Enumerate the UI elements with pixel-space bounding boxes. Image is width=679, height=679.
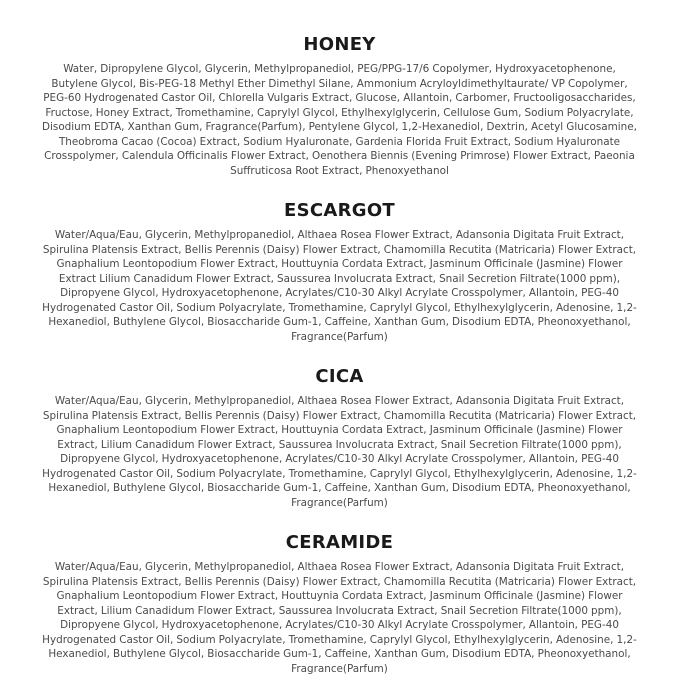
ingredients-list-cica: Water/Aqua/Eau, Glycerin, Methylpropanediol, Althaea Rosea Flower Extract, Adansonia Digitata Fruit Extract, Spirulina Platensis Extract, Bellis Perennis (Daisy) Flower Extract, Chamomilla Recutita (Matricaria) Flower Extract, Gnaphalium Leontopodium Flower Extract, Houttuynia Cordata Extract, Jasminum Officinale (Jasmine) Flower Extract, Lilium Canadidum Flower Extract, Saussurea Involucrata Extract, Snail Secretion Filtrate(1000 ppm), Dipropyene Glycol, Hydroxyacetophenone, Acrylates/C10-30 Alkyl Acrylate Crosspolymer, Allantoin, PEG-40 Hydrogenated Castor Oil, Sodium Polyacrylate, Tromethamine, Caprylyl Glycol, Ethylhexylglycerin, Adenosine, 1,2-Hexanediol, Buthylene Glycol, Biosaccharide Gum-1, Caffeine, Xanthan Gum, Disodium EDTA, Pheonoxyethanol, Fragrance(Parfum)	[42, 395, 637, 509]
ingredients-list-honey: Water, Dipropylene Glycol, Glycerin, Methylpropanediol, PEG/PPG-17/6 Copolymer, Hydroxyacetophenone, Butylene Glycol, Bis-PEG-18 Methyl Ether Dimethyl Silane, Ammonium Acryloyldimethyltaurate/ VP Copolymer, PEG-60 Hydrogenated Castor Oil, Chlorella Vulgaris Extract, Glucose, Allantoin, Carbomer, Fructooligosaccharides, Fructose, Honey Extract, Tromethamine, Caprylyl Glycol, Ethylhexylglycerin, Cellulose Gum, Sodium Polyacrylate, Disodium EDTA, Xanthan Gum, Fragrance(Parfum), Pentylene Glycol, 1,2-Hexanediol, Dextrin, Acetyl Glucosamine, Theobroma Cacao (Cocoa) Extract, Sodium Hyaluronate, Gardenia Florida Fruit Extract, Sodium Hyaluronate Crosspolymer, Calendula Officinalis Flower Extract, Oenothera Biennis (Evening Primrose) Flower Extract, Paeonia Suffruticosa Root Extract, Phenoxyethanol	[42, 63, 637, 177]
section-escargot	[40, 200, 639, 344]
section-title-ceramide: CERAMIDE	[285, 532, 394, 553]
ingredients-list-ceramide: Water/Aqua/Eau, Glycerin, Methylpropanediol, Althaea Rosea Flower Extract, Adansonia Digitata Fruit Extract, Spirulina Platensis Extract, Bellis Perennis (Daisy) Flower Extract, Chamomilla Recutita (Matricaria) Flower Extract, Gnaphalium Leontopodium Flower Extract, Houttuynia Cordata Extract, Jasminum Officinale (Jasmine) Flower Extract, Lilium Canadidum Flower Extract, Saussurea Involucrata Extract, Snail Secretion Filtrate(1000 ppm), Dipropyene Glycol, Hydroxyacetophenone, Acrylates/C10-30 Alkyl Acrylate Crosspolymer, Allantoin, PEG-40 Hydrogenated Castor Oil, Sodium Polyacrylate, Tromethamine, Caprylyl Glycol, Ethylhexylglycerin, Adenosine, 1,2-Hexanediol, Buthylene Glycol, Biosaccharide Gum-1, Caffeine, Xanthan Gum, Disodium EDTA, Pheonoxyethanol, Fragrance(Parfum)	[42, 561, 637, 675]
section-title-honey: HONEY	[303, 34, 376, 55]
section-title-cica: CICA	[315, 366, 364, 387]
section-cica	[40, 366, 639, 510]
ingredients-list-escargot: Water/Aqua/Eau, Glycerin, Methylpropanediol, Althaea Rosea Flower Extract, Adansonia Digitata Fruit Extract, Spirulina Platensis Extract, Bellis Perennis (Daisy) Flower Extract, Chamomilla Recutita (Matricaria) Flower Extract, Gnaphalium Leontopodium Flower Extract, Houttuynia Cordata Extract, Jasminum Officinale (Jasmine) Flower Extract Lilium Canadidum Flower Extract, Saussurea Involucrata Extract, Snail Secretion Filtrate(1000 ppm), Dipropyene Glycol, Hydroxyacetophenone, Acrylates/C10-30 Alkyl Acrylate Crosspolymer, Allantoin, PEG-40 Hydrogenated Castor Oil, Sodium Polyacrylate, Tromethamine, Caprylyl Glycol, Ethylhexylglycerin, Adenosine, 1,2-Hexanediol, Buthylene Glycol, Biosaccharide Gum-1, Caffeine, Xanthan Gum, Disodium EDTA, Pheonoxyethanol, Fragrance(Parfum)	[42, 229, 637, 343]
section-title-escargot: ESCARGOT	[283, 200, 395, 221]
section-honey	[40, 34, 639, 178]
section-ceramide	[40, 532, 639, 676]
